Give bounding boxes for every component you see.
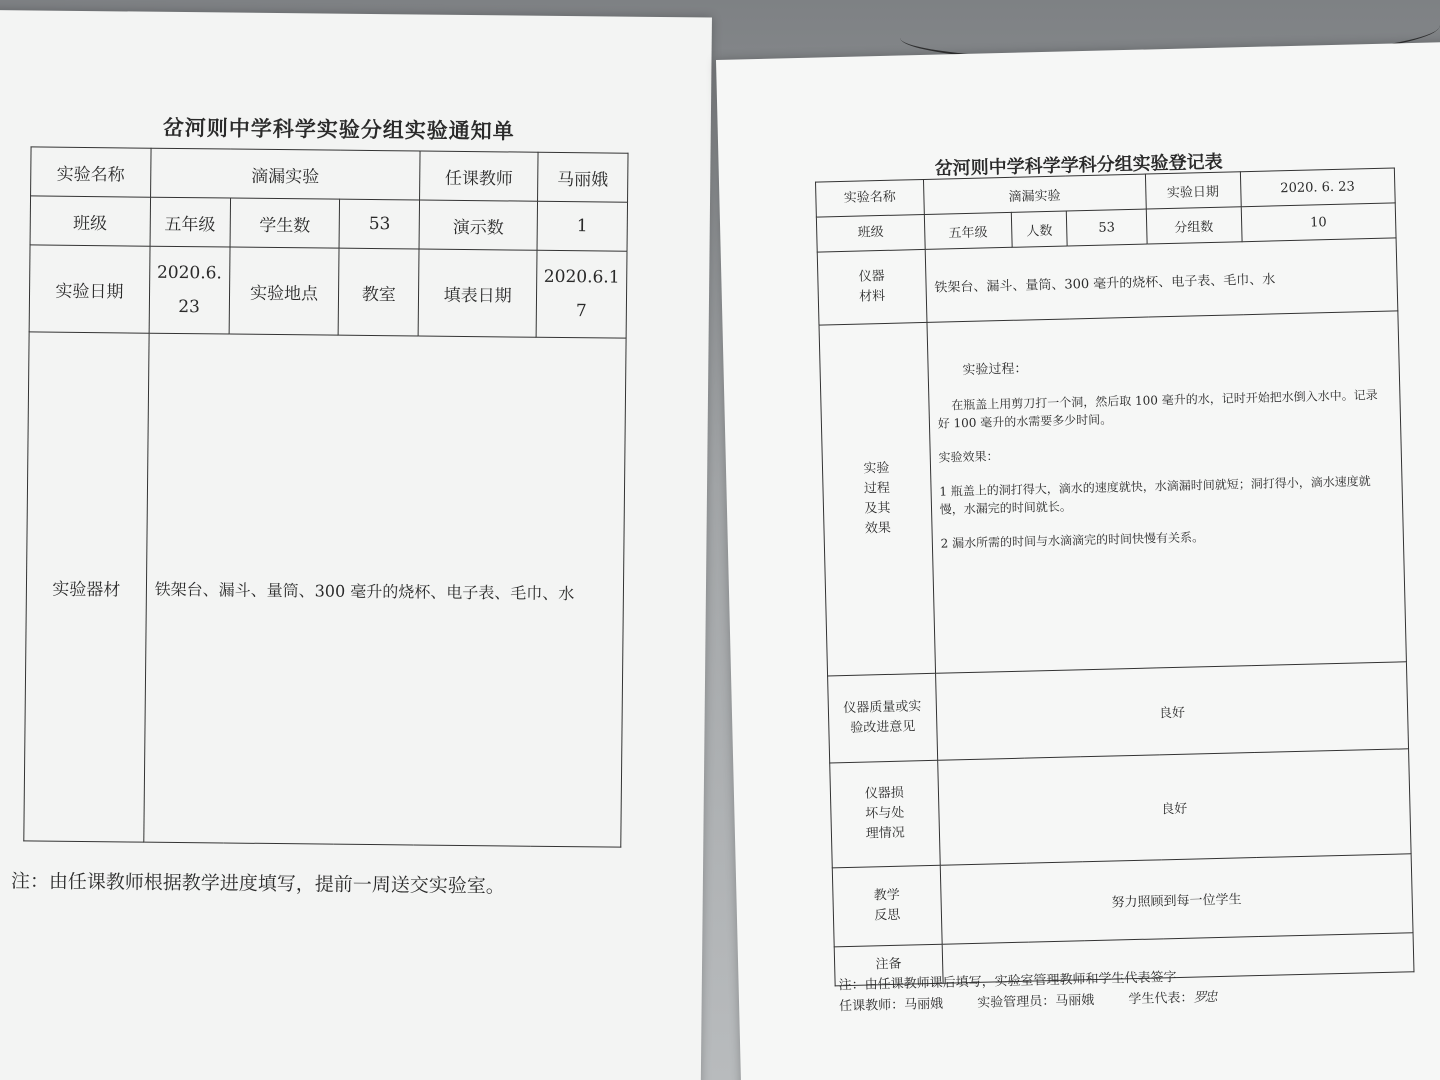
teacher-value: 马丽娥 (537, 152, 628, 202)
sig-student (1128, 990, 1215, 1007)
r-quality-value: 良好 (935, 662, 1408, 760)
r-class-label: 班级 (816, 214, 925, 252)
r-process-label-3: 及其 (864, 500, 891, 517)
sig-student-name: 罗忠 (1193, 990, 1216, 1006)
fill-date-value (536, 250, 627, 338)
r-reflection-label-1: 教学 (873, 887, 901, 904)
class-label: 班级 (30, 196, 150, 246)
r-damage-label (830, 760, 940, 868)
r-remarks-label: 注备 (834, 944, 943, 986)
r-reflection-value: 努力照顾到每一位学生 (940, 854, 1413, 944)
r-process-label-1: 实验 (863, 460, 890, 477)
r-process-content (927, 311, 1407, 673)
notification-note: 注：由任课教师根据教学进度填写，提前一周送交实验室。 (10, 870, 505, 898)
notification-table (23, 146, 628, 847)
registration-title: 岔河则中学科学学科分组实验登记表 (934, 151, 1223, 180)
sig-admin-name: 马丽娥 (1055, 993, 1095, 1009)
notification-sheet (0, 10, 712, 1080)
r-reflection-label (832, 865, 942, 947)
r-reflection-label-2: 反思 (874, 907, 901, 924)
r-process-label-4: 效果 (864, 520, 892, 537)
effect-2: 2 漏水所需的时间与水滴滴完的时间快慢有关系。 (940, 530, 1205, 551)
notification-title: 岔河则中学科学实验分组实验通知单 (162, 114, 515, 144)
r-equipment-label (817, 249, 927, 325)
r-damage-label-2: 坏与处 (865, 805, 905, 822)
sig-teacher-label: 任课教师： (838, 997, 905, 1015)
process-heading: 实验过程： (962, 361, 1028, 379)
location-label: 实验地点 (229, 247, 340, 335)
exp-name-value: 滴漏实验 (150, 148, 420, 200)
registration-note-block (838, 965, 1245, 1017)
r-people-value: 53 (1067, 209, 1147, 246)
sig-teacher (839, 997, 943, 1015)
r-process-label (819, 322, 935, 676)
r-quality-label (828, 673, 938, 763)
location-value: 教室 (339, 248, 420, 336)
exp-date-value (149, 246, 230, 334)
r-class-value: 五年级 (924, 212, 1012, 249)
sig-teacher-name: 马丽娥 (903, 996, 944, 1013)
exp-date-label: 实验日期 (29, 245, 150, 333)
r-damage-label-3: 理情况 (865, 825, 906, 842)
fill-date-line2: 7 (575, 301, 587, 322)
students-value: 53 (339, 199, 419, 249)
process-text: 在瓶盖上用剪刀打一个洞，然后取 100 毫升的水，记时开始把水倒入水中。记录好 100 毫升的水需要多少时间。 (937, 387, 1378, 431)
r-exp-date-value: 2020. 6. 23 (1240, 168, 1395, 207)
registration-table (815, 167, 1414, 986)
r-groups-value: 10 (1241, 203, 1396, 242)
class-value: 五年级 (150, 197, 230, 247)
effect-heading: 实验效果： (938, 449, 999, 465)
r-equipment-label-1: 仪器 (858, 268, 885, 285)
fill-date-label: 填表日期 (418, 249, 537, 337)
exp-date-line2: 23 (178, 296, 201, 318)
r-groups-label: 分组数 (1146, 207, 1242, 244)
fill-date-line1: 2020.6.1 (543, 266, 620, 288)
demos-label: 演示数 (419, 200, 537, 250)
equipment-label: 实验器材 (24, 332, 149, 842)
demos-value: 1 (537, 201, 628, 251)
exp-date-line1: 2020.6. (156, 262, 222, 284)
sig-admin (977, 993, 1094, 1011)
r-equipment-label-2: 材料 (859, 288, 886, 305)
sig-admin-label: 实验管理员： (977, 993, 1056, 1011)
r-exp-name-label: 实验名称 (816, 179, 925, 217)
students-label: 学生数 (230, 198, 340, 248)
r-equipment-value: 铁架台、漏斗、量筒、300 毫升的烧杯、电子表、毛巾、水 (925, 238, 1398, 322)
r-exp-name-value: 滴漏实验 (923, 174, 1146, 214)
r-exp-date-label: 实验日期 (1145, 172, 1241, 209)
r-quality-label-2: 验改进意见 (850, 719, 916, 736)
effect-1: 1 瓶盖上的洞打得大，滴水的速度就快，水滴漏时间就短；洞打得小，滴水速度就慢，水漏完的时间就长。 (939, 474, 1371, 517)
registration-sheet (716, 42, 1440, 1080)
r-people-label: 人数 (1011, 211, 1067, 247)
registration-note: 注：由任课教师课后填写，实验室管理教师和学生代表签字 (838, 970, 1177, 994)
r-quality-label-1: 仪器质量或实 (843, 699, 922, 717)
exp-name-label: 实验名称 (31, 147, 151, 197)
equipment-value: 铁架台、漏斗、量筒、300 毫升的烧杯、电子表、毛巾、水 (143, 333, 626, 847)
r-damage-value: 良好 (937, 749, 1411, 865)
sig-student-label: 学生代表： (1128, 990, 1194, 1008)
r-damage-label-1: 仪器损 (864, 785, 905, 802)
r-process-label-2: 过程 (863, 480, 891, 497)
teacher-label: 任课教师 (420, 151, 538, 201)
